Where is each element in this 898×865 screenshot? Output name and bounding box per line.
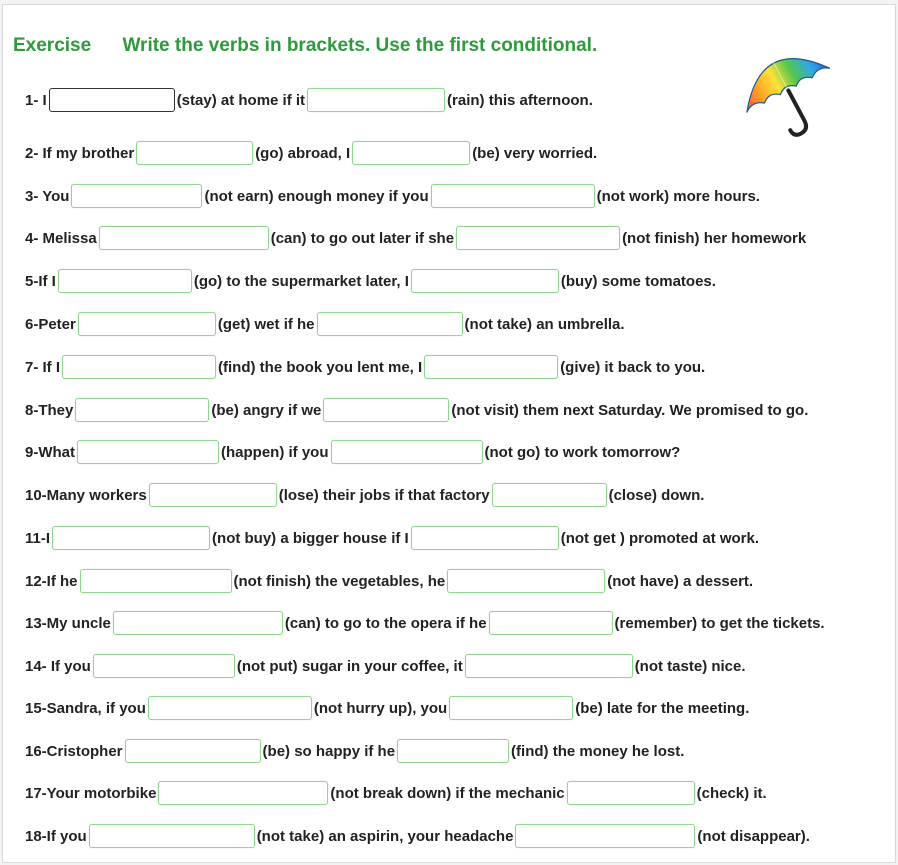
item-prompt: 11-I [25,529,51,547]
answer-blank[interactable] [465,654,633,678]
answer-blank[interactable] [489,611,613,635]
answer-blank[interactable] [125,739,261,763]
exercise-item [25,439,680,465]
item-prompt: 16-Cristopher [25,742,123,760]
answer-blank[interactable] [80,569,232,593]
exercise-item [25,780,767,806]
answer-blank[interactable] [58,269,192,293]
item-prompt: 8-They [25,401,74,419]
exercise-item [25,568,753,594]
item-text: (not put) sugar in your coffee, it [236,657,463,675]
answer-blank[interactable] [307,88,445,112]
item-prompt: 6-Peter [25,315,76,333]
item-prompt: 13-My uncle [25,614,111,632]
item-text: (not work) more hours. [596,187,760,205]
item-text: (not taste) nice. [634,657,746,675]
item-text: (find) the book you lent me, I [218,358,423,376]
answer-blank[interactable] [447,569,605,593]
item-prompt: 12-If he [25,572,78,590]
answer-blank[interactable] [113,611,283,635]
exercise-item [25,183,760,209]
exercise-item [25,823,810,849]
exercise-item [25,610,825,636]
item-text: (be) angry if we [211,401,322,419]
item-text: (remember) to get the tickets. [614,614,825,632]
item-text: (close) down. [608,486,705,504]
item-text: (not finish) her homework [622,229,807,247]
exercise-item [25,525,759,551]
answer-blank[interactable] [78,312,216,336]
answer-blank[interactable] [77,440,219,464]
item-prompt: 7- If I [25,358,61,376]
item-prompt: 2- If my brother [25,144,135,162]
umbrella-icon [731,41,841,137]
item-prompt: 3- You [25,187,70,205]
answer-blank[interactable] [411,269,559,293]
answer-blank[interactable] [449,696,573,720]
item-text: (happen) if you [221,443,329,461]
answer-blank[interactable] [93,654,235,678]
answer-blank[interactable] [71,184,202,208]
answer-blank[interactable] [89,824,255,848]
exercise-item [25,140,597,166]
answer-blank[interactable] [515,824,695,848]
item-text: (go) to the supermarket later, I [193,272,409,290]
item-text: (get) wet if he [217,315,315,333]
answer-blank[interactable] [148,696,312,720]
item-prompt: 15-Sandra, if you [25,699,146,717]
exercise-item [25,738,684,764]
item-text: (lose) their jobs if that factory [278,486,490,504]
exercise-item [25,354,705,380]
item-prompt: 5-If I [25,272,56,290]
answer-blank[interactable] [75,398,209,422]
worksheet [2,4,896,863]
answer-blank[interactable] [49,88,175,112]
answer-blank[interactable] [456,226,620,250]
answer-blank[interactable] [323,398,449,422]
answer-blank[interactable] [331,440,483,464]
item-text: (not take) an aspirin, your headache [256,827,514,845]
answer-blank[interactable] [149,483,277,507]
item-text: (not go) to work tomorrow? [484,443,681,461]
item-text: (not disappear). [697,827,810,845]
exercise-item [25,482,704,508]
exercise-item [25,311,625,337]
item-text: (stay) at home if it [176,91,306,109]
item-text: (not hurry up), you [313,699,448,717]
answer-blank[interactable] [136,141,253,165]
answer-blank[interactable] [431,184,595,208]
item-text: (not finish) the vegetables, he [233,572,446,590]
item-prompt: 10-Many workers [25,486,147,504]
item-text: (be) late for the meeting. [575,699,750,717]
exercise-instruction: Write the verbs in brackets. Use the first conditional. [122,35,598,56]
answer-blank[interactable] [99,226,269,250]
answer-blank[interactable] [492,483,607,507]
item-text: (be) so happy if he [262,742,396,760]
item-text: (find) the money he lost. [511,742,685,760]
item-prompt: 1- I [25,91,47,109]
exercise-label: Exercise [13,35,92,56]
exercise-item [25,653,746,679]
item-text: (not visit) them next Saturday. We promised to go. [451,401,809,419]
item-text: (rain) this afternoon. [447,91,593,109]
exercise-item [25,397,808,423]
answer-blank[interactable] [352,141,470,165]
answer-blank[interactable] [62,355,216,379]
exercise-item [25,87,593,113]
item-prompt: 9-What [25,443,75,461]
item-text: (go) abroad, I [255,144,351,162]
answer-blank[interactable] [158,781,328,805]
answer-blank[interactable] [567,781,695,805]
item-text: (can) to go out later if she [270,229,455,247]
item-prompt: 4- Melissa [25,229,97,247]
item-text: (buy) some tomatoes. [560,272,716,290]
item-text: (check) it. [696,784,767,802]
exercise-header [13,35,597,61]
answer-blank[interactable] [424,355,558,379]
item-prompt: 14- If you [25,657,91,675]
item-prompt: 17-Your motorbike [25,784,157,802]
answer-blank[interactable] [411,526,559,550]
item-text: (give) it back to you. [560,358,706,376]
item-text: (not have) a dessert. [607,572,754,590]
item-text: (not take) an umbrella. [464,315,625,333]
exercise-item [25,695,749,721]
exercise-item [25,225,806,251]
answer-blank[interactable] [397,739,509,763]
answer-blank[interactable] [52,526,210,550]
item-text: (not get ) promoted at work. [560,529,760,547]
answer-blank[interactable] [317,312,463,336]
exercise-item [25,268,716,294]
item-text: (not break down) if the mechanic [330,784,565,802]
item-prompt: 18-If you [25,827,87,845]
item-text: (not buy) a bigger house if I [212,529,409,547]
item-text: (can) to go to the opera if he [284,614,487,632]
item-text: (be) very worried. [472,144,598,162]
item-text: (not earn) enough money if you [204,187,429,205]
